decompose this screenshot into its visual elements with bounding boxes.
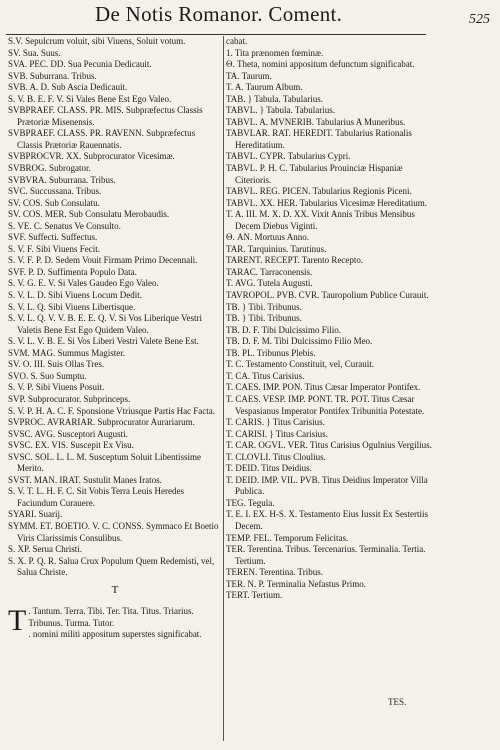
- list-item: S. V. F. Sibi Viuens Fecit.: [8, 243, 101, 254]
- list-item: TB. PL. Tribunus Plebis.: [226, 347, 316, 358]
- list-item: SV. O. III. Suis Ollas Tres.: [8, 359, 105, 370]
- list-item: cabat.: [226, 36, 248, 46]
- list-item: TB. D. F. M. Tibi Dulcissimo Filio Meo.: [226, 336, 373, 347]
- list-item: S. V. P. H. A. C. F. Sponsione Vtriusque Partis Hac Facta.: [8, 405, 216, 416]
- list-item: T. E. I. EX. H-S. X. Testamento Eius Iussit Ex Sestertiis Decem.: [226, 509, 429, 531]
- list-item: S. V. P. Sibi Viuens Posuit.: [8, 382, 105, 393]
- left-column: [8, 36, 222, 641]
- list-item: S. V. G. E. V. Si Vales Gaudeo Ego Valeo.: [8, 278, 159, 289]
- list-item: S. X. P. Q. R. Salua Crux Populum Quem Redemisti, vel, Salua Christe.: [8, 555, 215, 578]
- list-item: SVBPRAEF. CLASS. PR. RAVENN. Subpræfectus Classis Prætoriæ Rauennatis.: [8, 128, 196, 150]
- list-item: T. C. Testamento Constituit, vel, Curauit.: [226, 359, 375, 370]
- list-item: T. DEID. Titus Deidius.: [226, 463, 312, 474]
- list-item: SYARI. Suarij.: [8, 509, 63, 520]
- list-item: S. V. L. Q. V. V. B. E. E. Q. V. Si Vos Liberique Vestri Valetis Bene Est Ego Quidem Valeo.: [8, 313, 202, 335]
- list-item: SVBROG. Subrogator.: [8, 163, 91, 174]
- list-item: SVBVRA. Suburrana. Tribus.: [8, 174, 116, 185]
- list-item: TER. N. P. Terminalia Nefastus Primo.: [226, 578, 366, 589]
- list-item: TABVL. CYPR. Tabularius Cypri.: [226, 151, 351, 162]
- list-item: SVM. MAG. Summus Magister.: [8, 347, 126, 358]
- column-divider: [223, 36, 224, 741]
- list-item: T. DEID. IMP. VIL. PVB. Titus Deidius Imperator Villa Publica.: [226, 474, 428, 497]
- list-item: S. VE. C. Senatus Ve Consulto.: [8, 220, 121, 231]
- list-item: TARENT. RECEPT. Tarento Recepto.: [226, 255, 364, 266]
- list-item: TEMP. FEL. Temporum Felicitas.: [226, 532, 349, 543]
- list-item: SVB. A. D. Sub Ascia Dedicauit.: [8, 82, 128, 93]
- left-entry-list: [8, 36, 222, 579]
- list-item: SVSC. SOL. L. L. M. Susceptum Soluit Libentissime Merito.: [8, 451, 202, 474]
- header-rule: [6, 34, 426, 35]
- list-item: T. CAR. OGVL. VER. Titus Carisius Ogulnius Vergilius.: [226, 440, 432, 451]
- list-item: SVA. PEC. DD. Sua Pecunia Dedicauit.: [8, 59, 152, 70]
- left-tail-list: [8, 606, 222, 641]
- list-item: SV. COS. MER. Sub Consulatu Merobaudis.: [8, 209, 170, 220]
- left-tail: [8, 606, 222, 641]
- list-item: 1. Tita prænomen fœminæ.: [226, 47, 324, 58]
- list-item: TABVL. REG. PICEN. Tabularius Regionis Piceni.: [226, 186, 412, 197]
- list-item: SVO. S. Suo Sumptu.: [8, 370, 87, 381]
- list-item: S. V. L. V. B. E. Si Vos Liberi Vestri Valete Bene Est.: [8, 336, 199, 347]
- right-entry-list: [226, 36, 436, 602]
- page-title: De Notis Romanor. Coment.: [95, 2, 343, 26]
- list-item: SVB. Suburrana. Tribus.: [8, 70, 97, 81]
- list-item: SVST. MAN. IRAT. Sustulit Manes Iratos.: [8, 474, 162, 485]
- list-item: S. V. L. D. Sibi Viuens Locum Dedit.: [8, 290, 142, 301]
- list-item: SVSC. EX. VIS. Suscepit Ex Visu.: [8, 440, 134, 451]
- list-item: SVSC. AVG. Susceptori Augusti.: [8, 428, 128, 439]
- list-item: TER. Terentina. Tribus. Tercenarius. Terminalia. Tertia. Tertium.: [226, 544, 426, 566]
- list-item: T. CARISI. } Titus Carisius.: [226, 428, 328, 439]
- page-number: 525: [469, 12, 490, 27]
- list-item: TERT. Tertium.: [226, 590, 283, 601]
- list-item: TA. Taurum.: [226, 70, 272, 81]
- list-item: TABVL. A. MVNERIB. Tabularius A Muneribus.: [226, 116, 406, 127]
- list-item: SVPROC. AVRARIAR. Subprocurator Aurariarum.: [8, 417, 195, 428]
- list-item: TABVLAR. RAT. HEREDIT. Tabularius Rationalis Hereditatium.: [226, 128, 412, 150]
- list-item: . nomini militi appositum superstes significabat.: [28, 629, 202, 640]
- list-item: TAB. } Tabula. Tabularius.: [226, 93, 323, 104]
- list-item: TEG. Tegula.: [226, 497, 275, 508]
- list-item: S. V. L. Q. Sibi Viuens Libertisque.: [8, 301, 136, 312]
- list-item: TAR. Tarquinius. Tarutinus.: [226, 243, 327, 254]
- list-item: TABVL. P. H. C. Tabularius Prouinciæ Hispaniæ Citerioris.: [226, 163, 403, 185]
- list-item: T. CAES. IMP. PON. Titus Cæsar Imperator Pontifex.: [226, 382, 421, 393]
- list-item: S. V. B. E. F. V. Si Vales Bene Est Ego Valeo.: [8, 93, 172, 104]
- right-column: [226, 36, 436, 602]
- list-item: SVBPROCVR. XX. Subprocurator Vicesimæ.: [8, 151, 175, 162]
- list-item: SYMM. ET. BOETIO. V. C. CONSS. Symmaco Et Boetio Viris Clarissimis Consulibus.: [8, 520, 219, 543]
- list-item: SV. Sua. Suus.: [8, 47, 61, 58]
- list-item: TB. } Tibi. Tribunus.: [226, 301, 302, 312]
- list-item: S. XP. Serua Christi.: [8, 544, 83, 555]
- list-item: SV. COS. Sub Consulatu.: [8, 197, 100, 208]
- list-item: Θ. AN. Mortuus Anno.: [226, 232, 310, 243]
- running-header: [0, 0, 500, 36]
- list-item: Θ. Theta, nomini appositum defunctum significabat.: [226, 59, 415, 70]
- section-letter: T: [111, 583, 119, 596]
- list-item: SVC. Succussana. Tribus.: [8, 186, 102, 197]
- list-item: . Tantum. Terra. Tibi. Ter. Tita. Titus. Triarius. Tribunus. Turma. Tutor.: [28, 606, 194, 628]
- list-item: SVF. P. D. Suffimenta Populo Data.: [8, 266, 137, 277]
- list-item: TB. D. F. Tibi Dulcissimo Filio.: [226, 324, 342, 335]
- list-item: TABVL. XX. HER. Tabularius Vicesimæ Hereditatium.: [226, 197, 427, 208]
- list-item: S. V. F. P. D. Sedem Vouit Firmam Primo Decennali.: [8, 255, 198, 266]
- list-item: S.V. Sepulcrum voluit, sibi Viuens, Soluit votum.: [8, 36, 186, 46]
- list-item: T. CAES. VESP. IMP. PONT. TR. POT. Titus Cæsar Vespasianus Imperator Pontifex Tribunitia Potestate.: [226, 393, 425, 416]
- list-item: T. AVG. Tutela Augusti.: [226, 278, 313, 289]
- list-item: SVBPRAEF. CLASS. PR. MIS. Subpræfectus Classis Prætoriæ Misenensis.: [8, 105, 203, 127]
- list-item: TAVROPOL. PVB. CVR. Tauropolium Publice Curauit.: [226, 290, 429, 301]
- list-item: T. CLOVLI. Titus Cloulius.: [226, 451, 326, 462]
- list-item: SVF. Suffecti. Suffectus.: [8, 232, 98, 243]
- list-item: T. CARIS. } Titus Carisius.: [226, 417, 325, 428]
- list-item: T. A. III. M. X. D. XX. Vixit Annis Tribus Mensibus Decem Diebus Viginti.: [226, 209, 415, 231]
- catchword: TES.: [388, 697, 407, 707]
- list-item: TEREN. Terentina. Tribus.: [226, 567, 323, 578]
- list-item: T. CA. Titus Carisius.: [226, 370, 305, 381]
- list-item: TARAC. Tarraconensis.: [226, 266, 313, 277]
- list-item: S. V. T. L. H. F. C. Sit Vobis Terra Leuis Heredes Faciundum Curauere.: [8, 486, 184, 508]
- list-item: T. A. Taurum Album.: [226, 82, 303, 93]
- list-item: TB. } Tibi. Tribunus.: [226, 313, 302, 324]
- list-item: TABVL. } Tabula. Tabularius.: [226, 105, 335, 116]
- drop-cap: T: [8, 604, 27, 638]
- list-item: SVP. Subprocurator. Subprinceps.: [8, 393, 131, 404]
